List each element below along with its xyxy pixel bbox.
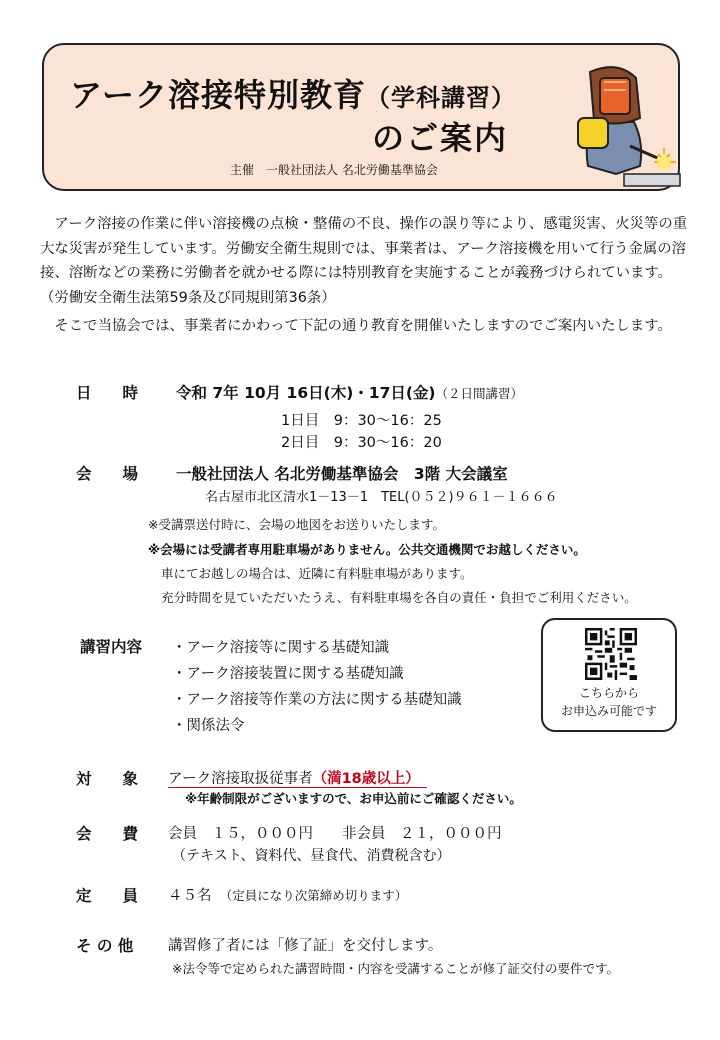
datetime-value-text: 令和 7年 10月 16日(木)・17日(金) [176,384,436,402]
capacity-value [168,884,407,905]
welder-illustration [570,62,682,190]
qr-code-icon[interactable] [585,628,637,680]
venue-address: 名古屋市北区清水1－13－1 TEL(０５２)９６１－１６６６ [205,490,558,505]
content-label: 講習内容 [80,638,143,656]
venue-label: 会 場 [76,465,139,483]
target-age: （満18歳以上） [312,771,413,787]
datetime-value [176,381,523,403]
target-value-text: アーク溶接取扱従事者 [168,771,313,787]
capacity-label: 定 員 [76,887,139,905]
intro-paragraph-2: そこで当協会では、事業者にかわって下記の通り教育を開催いたしますのでご案内いたします。 [40,318,672,334]
page-title [70,70,516,116]
organizer-text: 主催 一般社団法人 名北労働基準協会 [230,163,438,177]
venue-value: 一般社団法人 名北労働基準協会 3階 大会議室 [176,465,508,483]
content-item: ・アーク溶接装置に関する基礎知識 [172,666,404,682]
target-note: ※年齢制限がございますので、お申込前にご確認ください。 [185,791,522,806]
datetime-day1: 1日目 9：30～16：25 [281,413,442,429]
capacity-note: （定員になり次第締め切ります） [226,888,408,903]
fee-value: 会員 １５，０００円 非会員 ２１，０００円 [168,826,502,842]
fee-label: 会 費 [76,825,139,843]
datetime-note: （２日間講習） [435,386,524,401]
title-paren-text: （学科講習） [366,84,517,112]
venue-note-car: 車にてお越しの場合は、近隣に有料駐車場があります。 [161,566,473,581]
target-label: 対 象 [76,770,139,788]
other-note: ※法令等で定められた講習時間・内容を受講することが修了証交付の要件です。 [172,961,619,976]
capacity-value-text: ４５名 [168,888,212,904]
datetime-day2: 2日目 9：30～16：20 [281,435,442,451]
content-item: ・アーク溶接等に関する基礎知識 [172,640,390,656]
qr-caption-line2: お申込み可能です [560,704,657,718]
content-item: ・アーク溶接等作業の方法に関する基礎知識 [172,692,462,708]
venue-note-time: 充分時間を見ていただいたうえ、有料駐車場を各自の責任・負担でご利用ください。 [161,590,637,605]
page-subtitle: のご案内 [372,119,509,157]
venue-note-parking: ※会場には受講者専用駐車場がありません。公共交通機関でお越しください。 [148,542,586,557]
qr-caption-line1: こちらから [578,686,639,700]
qr-signup-box[interactable] [541,618,677,732]
fee-note: （テキスト、資料代、昼食代、消費税含む） [172,848,451,864]
target-underline-tail [413,771,428,788]
target-value [168,767,427,788]
intro-paragraph-1: アーク溶接の作業に伴い溶接機の点検・整備の不良、操作の誤り等により、感電災害、火災等の重大な災害が発生しています。労働安全衛生規則では、事業者は、アーク溶接機を用いて行う金属の溶接、溶断などの業務に労働者を就かせる際には特別教育を実施することが義務づけられています。（労働安全衛生法第59条及び同規則第36条） [40,216,688,306]
other-value: 講習修了者には「修了証」を交付します。 [168,938,443,954]
title-main-text: アーク溶接特別教育 [70,76,367,114]
datetime-label: 日 時 [76,384,139,402]
venue-note-map: ※受講票送付時に、会場の地図をお送りいたします。 [148,517,445,532]
other-label: そ の 他 [76,937,134,955]
content-item: ・関係法令 [172,718,245,734]
